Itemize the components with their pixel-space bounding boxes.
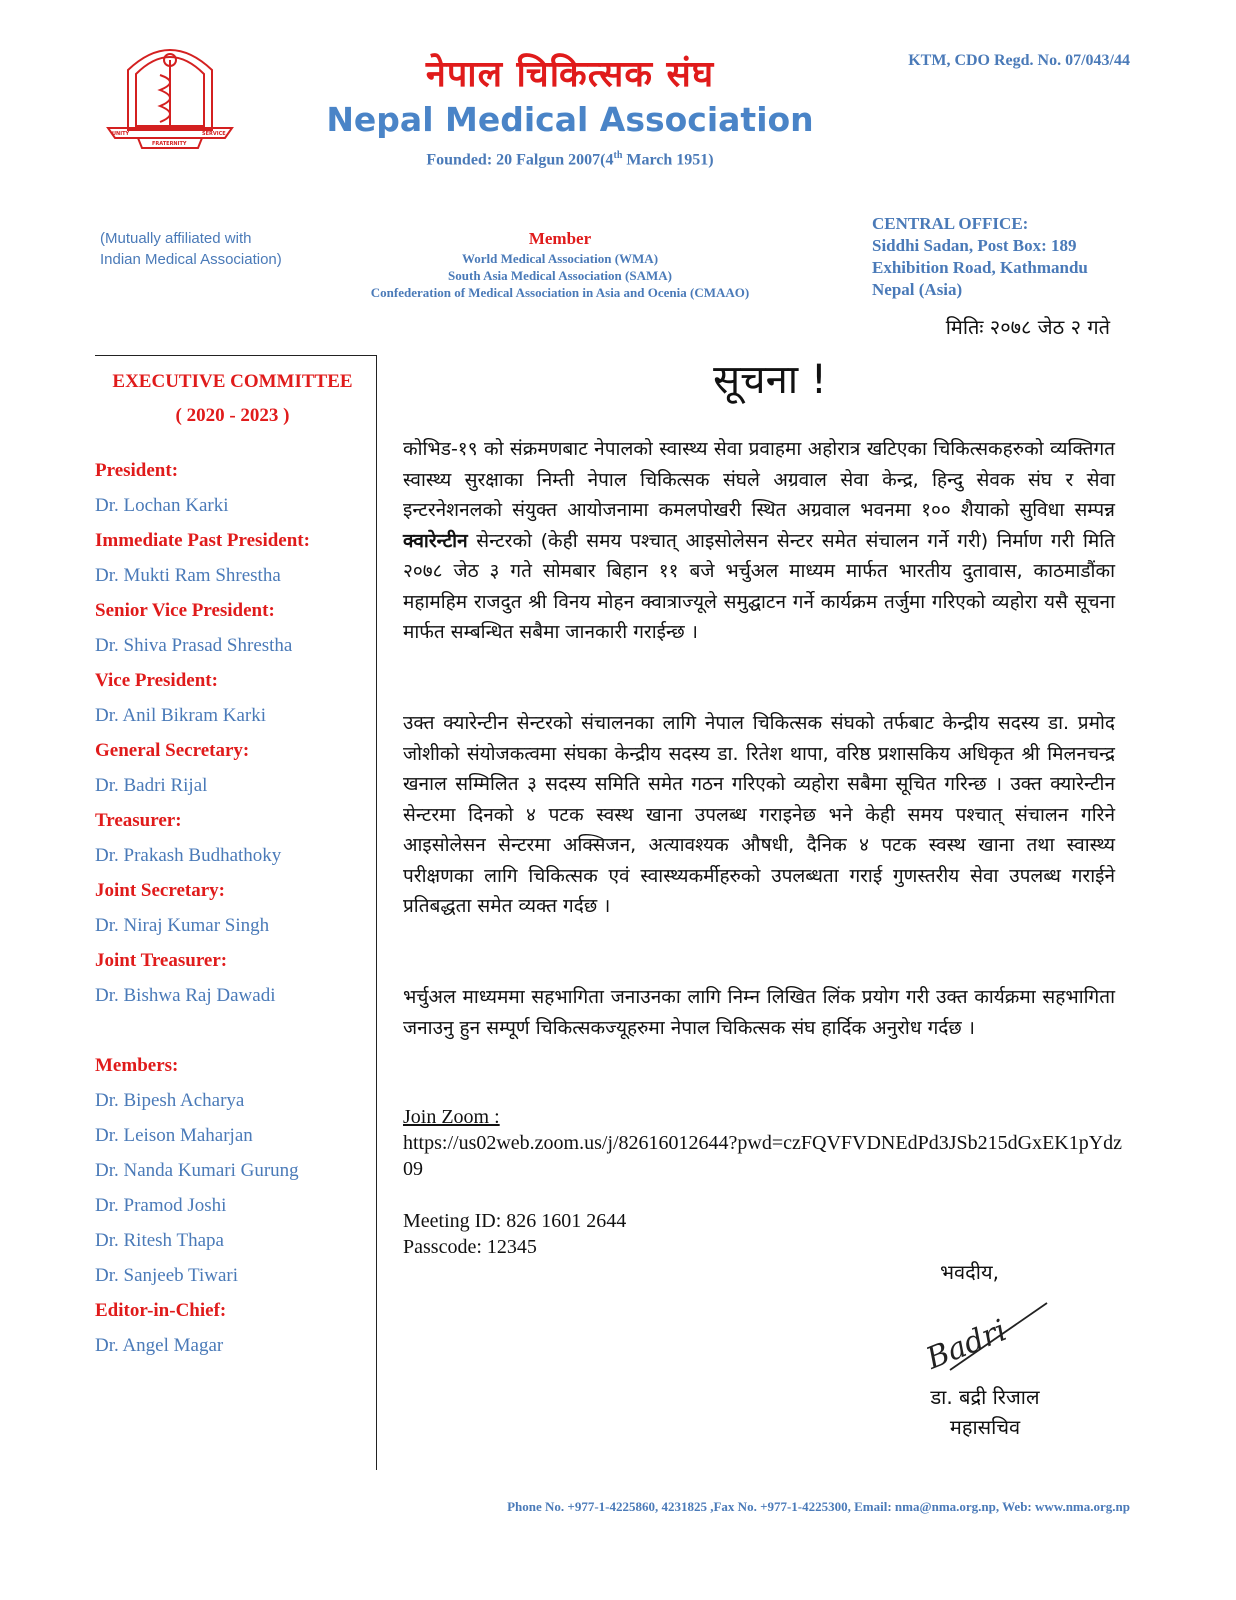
central-office-line: Nepal (Asia)	[872, 280, 963, 299]
person-editor-in-chief: Dr. Angel Magar	[95, 1335, 224, 1356]
central-office-line: Exhibition Road, Kathmandu	[872, 258, 1088, 277]
member-org-cmaao: Confederation of Medical Association in Asia and Ocenia (CMAAO)	[370, 285, 750, 300]
zoom-link-block	[403, 1104, 1123, 1182]
notice-paragraph-2: उक्त क्यारेन्टीन सेन्टरको संचालनका लागि नेपाल चिकित्सक संघको तर्फबाट केन्द्रीय सदस्य डा. प्रमोद जोशीको संयोजकत्वमा संघका केन्द्रीय सदस्य डा. रितेश थापा, वरिष्ठ प्रशासकिय अधिकृत श्री मिलनचन्द्र खनाल सम्मिलित ३ सदस्य समिति समेत गठन गरिएको व्यहोरा सबैमा सूचित गरिन्छ । उक्त क्यारेन्टीन सेन्टरमा दिनको ४ पटक स्वस्थ खाना उपलब्ध गराइनेछ भने केही समय पश्चात् संचालन गरिने आइसोलेसन सेन्टरमा अक्सिजन, अत्यावश्यक औषधी, दैनिक ४ पटक स्वस्थ खाना तथा स्वास्थ्य परीक्षणका लागि चिकित्सक एवं स्वास्थ्यकर्मीहरुको उपलब्धता गराई गुणस्तरीय सेवा उपलब्ध गराईने प्रतिबद्धता समेत व्यक्त गर्दछ ।	[403, 712, 1115, 917]
person-president: Dr. Lochan Karki	[95, 495, 229, 516]
registration-number: KTM, CDO Regd. No. 07/043/44	[908, 52, 1130, 69]
sidebar-vertical-rule	[376, 355, 377, 1470]
member-name: Dr. Sanjeeb Tiwari	[95, 1265, 239, 1286]
meeting-passcode: Passcode: 12345	[403, 1236, 537, 1258]
logo-word-service: SERVICE	[202, 131, 226, 137]
zoom-url-link[interactable]: https://us02web.zoom.us/j/82616012644?pwd=czFQVFVDNEdPd3JSb215dGxEK1pYdz09	[403, 1132, 1123, 1180]
person-joint-treasurer: Dr. Bishwa Raj Dawadi	[95, 985, 276, 1006]
members-heading: Members:	[95, 1055, 179, 1076]
role-senior-vice-president: Senior Vice President:	[95, 600, 275, 621]
handwritten-signature	[915, 1285, 1065, 1380]
zoom-label: Join Zoom :	[403, 1106, 500, 1128]
person-immediate-past-president: Dr. Mukti Ram Shrestha	[95, 565, 281, 586]
executive-committee-sidebar	[95, 365, 370, 1363]
person-joint-secretary: Dr. Niraj Kumar Singh	[95, 915, 270, 936]
member-name: Dr. Leison Maharjan	[95, 1125, 253, 1146]
signer-name: डा. बद्री रिजाल	[930, 1385, 1040, 1409]
signature-handwriting: Badri	[921, 1313, 1012, 1377]
affiliation-note	[100, 228, 320, 270]
person-general-secretary: Dr. Badri Rijal	[95, 775, 208, 796]
notice-paragraph-1	[403, 434, 1115, 648]
person-senior-vice-president: Dr. Shiva Prasad Shrestha	[95, 635, 293, 656]
member-name: Dr. Ritesh Thapa	[95, 1230, 224, 1251]
english-title: Nepal Medical Association	[326, 100, 814, 139]
central-office-heading: CENTRAL OFFICE:	[872, 214, 1029, 233]
founded-prefix: Founded: 20 Falgun 2007(4	[426, 151, 614, 169]
affiliation-line-2: Indian Medical Association)	[100, 251, 282, 268]
central-office-line: Siddhi Sadan, Post Box: 189	[872, 236, 1077, 255]
committee-title: EXECUTIVE COMMITTEE	[112, 371, 353, 392]
member-org-wma: World Medical Association (WMA)	[461, 251, 659, 266]
role-president: President:	[95, 460, 179, 481]
paragraph-bold-text: क्वारेन्टीन	[403, 529, 468, 552]
founded-suffix: March 1951)	[622, 151, 714, 169]
role-vice-president: Vice President:	[95, 670, 218, 691]
notice-date: मितिः २०७८ जेठ २ गते	[945, 315, 1110, 339]
meeting-details	[403, 1208, 803, 1260]
logo-word-unity: UNITY	[112, 131, 130, 137]
role-editor-in-chief: Editor-in-Chief:	[95, 1300, 227, 1321]
notice-title: सूचना !	[713, 357, 827, 403]
logo-word-fraternity: FRATERNITY	[152, 141, 187, 147]
nma-logo	[100, 30, 240, 160]
affiliation-line-1: (Mutually affiliated with	[100, 230, 252, 247]
member-heading: Member	[528, 229, 592, 248]
committee-years: ( 2020 - 2023 )	[175, 405, 290, 426]
sidebar-top-rule	[95, 355, 377, 356]
member-name: Dr. Nanda Kumari Gurung	[95, 1160, 299, 1181]
member-org-sama: South Asia Medical Association (SAMA)	[448, 268, 672, 283]
member-name: Dr. Bipesh Acharya	[95, 1090, 245, 1111]
signer-title: महासचिव	[949, 1415, 1021, 1439]
person-vice-president: Dr. Anil Bikram Karki	[95, 705, 266, 726]
person-treasurer: Dr. Prakash Budhathoky	[95, 845, 282, 866]
footer-contact: Phone No. +977-1-4225860, 4231825 ,Fax No. +977-1-4225300, Email: nma@nma.org.np, Web: www.nma.org.np	[507, 1499, 1130, 1514]
role-treasurer: Treasurer:	[95, 810, 182, 831]
role-general-secretary: General Secretary:	[95, 740, 250, 761]
paragraph-text: सेन्टरको (केही समय पश्चात् आइसोलेसन सेन्टर समेत संचालन गर्ने गरी) निर्माण गरी मिति २०७८ जेठ ३ गते सोमबार बिहान ११ बजे भर्चुअल माध्यम मार्फत भारतीय दुतावास, काठमाडौंका महामहिम राजदुत श्री विनय मोहन क्वात्राज्यूले समुद्घाटन गर्ने कार्यक्रम तर्जुमा गरिएको व्यहोरा यसै सूचना मार्फत सम्बन्धित सबैमा जानकारी गराईन्छ ।	[403, 529, 1115, 643]
meeting-id: Meeting ID: 826 1601 2644	[403, 1210, 627, 1232]
notice-paragraph-3: भर्चुअल माध्यममा सहभागिता जनाउनका लागि निम्न लिखित लिंक प्रयोग गरी उक्त कार्यक्रमा सहभागिता जनाउनु हुन सम्पूर्ण चिकित्सकज्यूहरुमा नेपाल चिकित्सक संघ हार्दिक अनुरोध गर्दछ ।	[403, 986, 1115, 1039]
closing-salutation: भवदीय,	[940, 1260, 999, 1284]
role-immediate-past-president: Immediate Past President:	[95, 530, 310, 551]
role-joint-treasurer: Joint Treasurer:	[95, 950, 228, 971]
role-joint-secretary: Joint Secretary:	[95, 880, 225, 901]
paragraph-text: कोभिड-१९ को संक्रमणबाट नेपालको स्वास्थ्य सेवा प्रवाहमा अहोरात्र खटिएका चिकित्सकहरुको व्यक्तिगत स्वास्थ्य सुरक्षाका निम्ती नेपाल चिकित्सक संघले अग्रवाल सेवा केन्द्र, हिन्दु सेवक संघ र सेवा इन्टरनेशनलको संयुक्त आयोजनामा कमलपोखरी स्थित अग्रवाल भवनमा १०० शैयाको सुविधा सम्पन्न	[403, 438, 1115, 521]
founded-line	[300, 150, 840, 169]
central-office-address	[872, 213, 1172, 301]
membership-block	[320, 228, 800, 301]
member-name: Dr. Pramod Joshi	[95, 1195, 227, 1216]
founded-sup: th	[613, 150, 623, 161]
nepali-title: नेपाल चिकित्सक संघ	[425, 54, 715, 95]
